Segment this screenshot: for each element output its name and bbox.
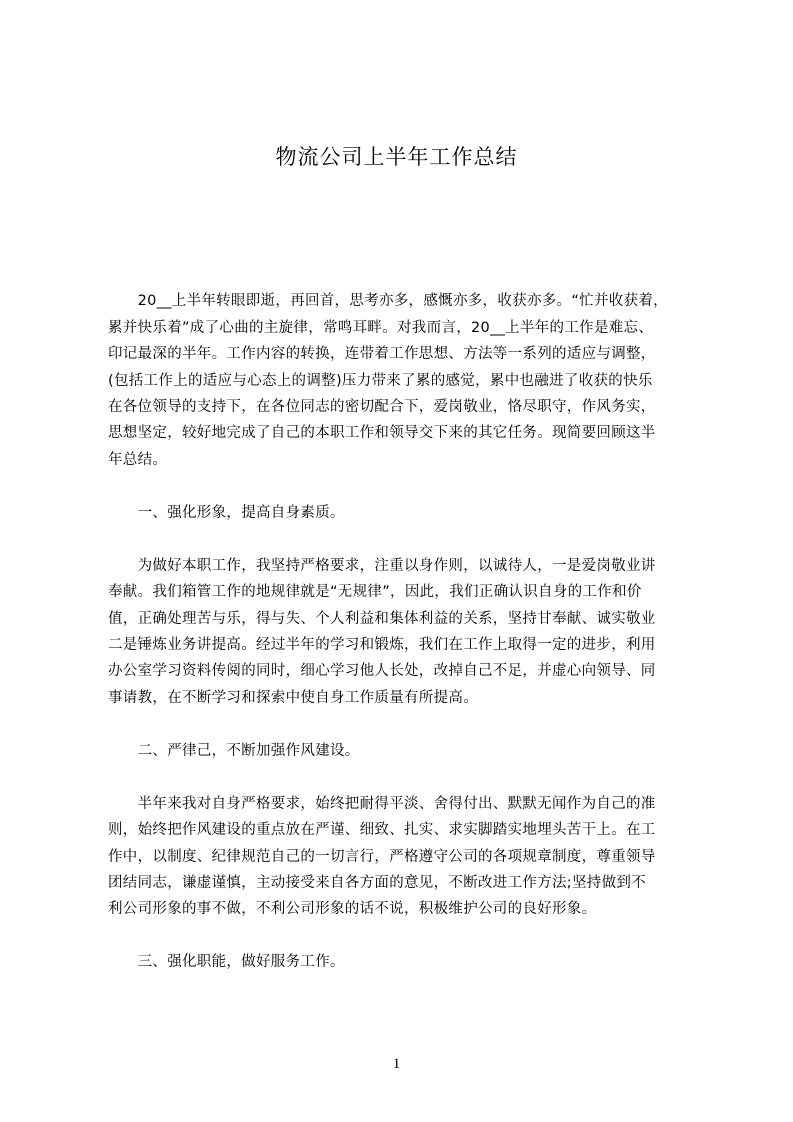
paragraph-line: 利公司形象的事不做，不利公司形象的话不说，积极维护公司的良好形象。 — [108, 901, 597, 917]
paragraph-line: 在各位领导的支持下，在各位同志的密切配合下，爱岗敬业，恪尽职守，作风务实， — [108, 399, 656, 415]
paragraph-line: 印记最深的半年。工作内容的转换，连带着工作思想、方法等一系列的适应与调整， — [108, 346, 656, 362]
document-title: 物流公司上半年工作总结 — [275, 145, 518, 169]
page-number: 1 — [392, 1056, 401, 1072]
section-heading: 二、严律己，不断加强作风建设。 — [108, 743, 360, 759]
paragraph-line: (包括工作上的适应与心态上的调整)压力带来了累的感觉，累中也融进了收获的快乐 — [108, 373, 653, 389]
paragraph-line: 半年来我对自身严格要求，始终把耐得平淡、舍得付出、默默无闻作为自己的准 — [108, 796, 656, 812]
paragraph-line: 办公室学习资料传阅的同时，细心学习他人长处，改掉自己不足，并虚心向领导、同 — [108, 663, 656, 679]
paragraph-line: 则，始终把作风建设的重点放在严谨、细致、扎实、求实脚踏实地埋头苦干上。在工 — [108, 822, 656, 838]
section-heading: 一、强化形象，提高自身素质。 — [108, 505, 345, 521]
paragraph-line: 值，正确处理苦与乐，得与失、个人利益和集体利益的关系，坚持甘奉献、诚实敬业 — [108, 611, 656, 627]
paragraph-line: 二是锤炼业务讲提高。经过半年的学习和锻炼，我们在工作上取得一定的进步，利用 — [108, 637, 656, 653]
paragraph-line: 奉献。我们箱管工作的地规律就是“无规律”，因此，我们正确认识自身的工作和价 — [108, 584, 642, 600]
section-heading: 三、强化职能，做好服务工作。 — [108, 954, 345, 970]
paragraph-line: 累并快乐着”成了心曲的主旋律，常鸣耳畔。对我而言，20__上半年的工作是难忘、 — [108, 320, 654, 336]
paragraph-line: 事请教，在不断学习和探索中使自身工作质量有所提高。 — [108, 690, 478, 706]
paragraph-line: 20__上半年转眼即逝，再回首，思考亦多，感慨亦多，收获亦多。“忙并收获着， — [108, 293, 668, 309]
paragraph-line: 作中，以制度、纪律规范自己的一切言行，严格遵守公司的各项规章制度，尊重领导 — [108, 849, 656, 865]
paragraph-line: 团结同志，谦虚谨慎，主动接受来自各方面的意见，不断改进工作方法;坚持做到不 — [108, 875, 646, 891]
paragraph-line: 年总结。 — [108, 452, 168, 468]
paragraph-line: 为做好本职工作，我坚持严格要求，注重以身作则，以诚待人，一是爱岗敬业讲 — [108, 558, 656, 574]
paragraph-line: 思想坚定，较好地完成了自己的本职工作和领导交下来的其它任务。现简要回顾这半 — [108, 425, 656, 441]
